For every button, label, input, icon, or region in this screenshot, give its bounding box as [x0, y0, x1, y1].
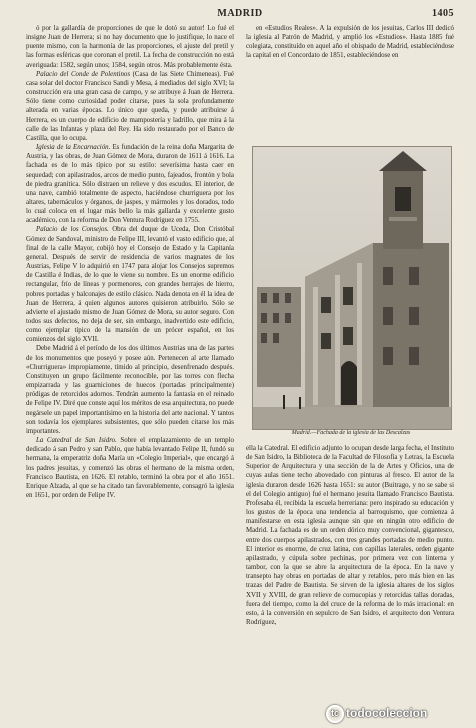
- running-title: MADRID: [217, 8, 263, 19]
- paragraph: [26, 70, 234, 143]
- page-number: 1405: [432, 8, 454, 19]
- section-heading: La Catedral de San Isidro.: [36, 437, 117, 445]
- right-column-bottom: [246, 444, 454, 700]
- watermark-icon: tc: [326, 705, 344, 723]
- paragraph-text: Sobre el emplazamiento de un templo dedicado á san Pedro y san Pablo, que había levantado Felipe II, fundó su hermana, la emperatriz doña María un «Colegio Imperial», que encargó á los padres jesuitas, y comenzó las obras el hermano de la misma orden, Francisco Bautista, en 1626. El retablo, terminó la obra por el año 1651. Enrique Alzada, al que se ha citado tan favorablemente, consagró la iglesia en 1651, por orden de Felipe IV.: [26, 437, 234, 499]
- section-heading: Palacio de los Consejos.: [36, 226, 109, 234]
- paragraph: [26, 436, 234, 500]
- watermark-text: todocoleccion: [346, 706, 428, 721]
- section-heading: Iglesia de la Encarnación.: [36, 144, 111, 152]
- section-heading: Palacio del Conde de Polentinos: [36, 70, 131, 78]
- paragraph-text: (Casa de las Siete Chimeneas). Fué casa solar del doctor Francisco Sandi y Mesa, á mediados del siglo XVI; la construcción era una gran casa de campo, y se atribuye á Juan de Herrera. Sólo tiene como curiosidad poder citarse, pues la sola profundamente alterada en varias épocas. Lo único que queda, y puede atribuirse á Herrera, es un cuerpo de edificio de mampostería y ladrillo, que mira á la calle de las Infantas y plaza del Rey. Ha sido restaurado por el Banco de Castilla, que lo ocupa.: [26, 70, 234, 142]
- watermark-logo: [326, 705, 476, 727]
- church-illustration: [253, 147, 451, 429]
- paragraph-text: Es fundación de la reina doña Margarita de Austria, y las obras, de Juan Gómez de Mora, duraron de 1611 á 1616. La fachada es de lo más típico por su estilo: severísima hasta caer en sequedad; con apilastrados, arcos de medio punto, fajeados, frontón y bola de piedra granítica. Sólo distraen un relieve y dos escudos. El interior, de una nave, cambió totalmente de aspecto, haciéndose churriguera por los altares, tabernáculos y órganos, de jaspes, y mármoles y los dorados, todo lo cual coloca en el lugar más bello la más gallarda y excelente gusto académico, con la reforma de Don Ventura Rodríguez en 1755.: [26, 144, 234, 225]
- paragraph: ella la Catedral. El edificio adjunto lo ocupan desde larga fecha, el Instituto de San Isidro, la Biblioteca de la Facultad de Filosofía y Letras, la Escuela Superior de Arquitectura y una sección de la de Artes y Oficios, una de cuyas aulas tiene techo abovedado con pinturas al fresco. El autor de la iglesia duraron desde 1626 hasta 1651: su autor (Buitrago, y no se sabe si el del Colegio antiguo) fué el hermano jesuita llamado Francisco Bautista. Profesaba él, recibida la escuela herreriana: pero inspirado su educación y los gustos de la época una tendencia al barroquismo, que comienza á manifestarse en esta iglesia aunque sin que en ningún otro edificio de Madrid. La fachada es de un orden dórico muy convencional, gigantesco, entre dos cuerpos apilastrados, con tres grandes portadas de medio punto. El interior es enorme, de cruz latina, con capillas laterales, orden gigante apilastrado, y cúpula sobre pechinas, por primera vez con linterna y tambor, con la que se abre la arquitectura de la época. En la nave y transepto hay obras en portadas de altar y retablos, pero más bien en las trazas del Padre de Bautista. Se sirven de la iglesia altares de los siglos XVII y XVIII, de gran relieve de cornucopias y retorcidas tallas doradas, fuera del tiempo, como la del cruce de la reforma de lo más irracional: en esto, á la conversión en sepulcro de San Isidro, el arquitecto don Ventura Rodríguez,: [246, 445, 454, 626]
- right-column-top: [246, 24, 454, 144]
- paragraph: Debe Madrid á el período de los dos últimos Austrias una de las partes de los monumentos que poseyó y posee aún. Pertenecen al arte llamado «Churriguera» impropiamente, tímido al principio, desenfrenado después. Constituyen un grupo fácilmente reconocible, por las torres con flecha empizarrada y las guarniciones de huecos (portadas principalmente) pródigas de retorcidos adornos. Tendrán aumento la fantasía en el reinado de Felipe IV. Diré que conste aquí los méritos de esa arquitectura, no puede negársele un papel importantísimo en la historia del arte nacional. Y tantos son todavía los ejemplares subsistentes, que sólo pueden citarse los más importantes.: [26, 345, 234, 435]
- paragraph-text: Obra del duque de Uceda, Don Cristóbal Gómez de Sandoval, ministro de Felipe III, levantó el vasto edificio que, al final de la calle Mayor, cobijó hoy el Consejo de Estado y la Capitanía general. Después de servir de residencia de varios magnates de los Austrias, Felipe V lo adquirió en 1747 para alojar los Consejos supremos de Castilla é Indias, de lo que le viene su nombre. Es un enorme edificio rectangular, frío de líneas y pormenores, con grandes herrajes de hierro, pobres portadas y balconajes de estilo clásico. Nada denota en él la idea de Juan de Herrera, á quien algunos autores quisieron atribuirlo. Sólo se advierte el ajustado mismo de Juan Gómez de Mora, su autor seguro. Con todos sus defectos, no deja de ser, sin embargo, inadvertido este edificio, como ejemplar típico de la mansión de un prócer español, en los comienzos del siglo XVII.: [26, 226, 234, 344]
- church-photo: [252, 146, 452, 430]
- paragraph: [26, 225, 234, 344]
- paragraph: [26, 143, 234, 225]
- paragraph: ó por la gallardía de proporciones de que le dotó su autor! Lo fué el insigne Juan de Herrera; si no hay documento que lo justifique, lo nace el puente mismo, con la harmonía de las proporciones, el ajuste del pretil y las formas esféricas que coronan el pretil. La fecha de construcción no está averiguada: 1582, según unos; 1584, según otros. Más probablemente ésta.: [26, 25, 234, 69]
- left-column: [26, 24, 234, 700]
- page-header: [26, 6, 454, 22]
- figure-caption: Madrid.—Fachada de la iglesia de las Descalzas: [291, 430, 411, 436]
- paragraph: en «Estudios Reales». A la expulsión de los jesuitas, Carlos III dedicó la iglesia al Patrón de Madrid, y amplió los «Estudios». Hasta 1885 fué colegiata, constituído en aquel año el obispado de Madrid, estableciéndose la capital en el Concordato de 1851, estableciéndose en: [246, 25, 454, 60]
